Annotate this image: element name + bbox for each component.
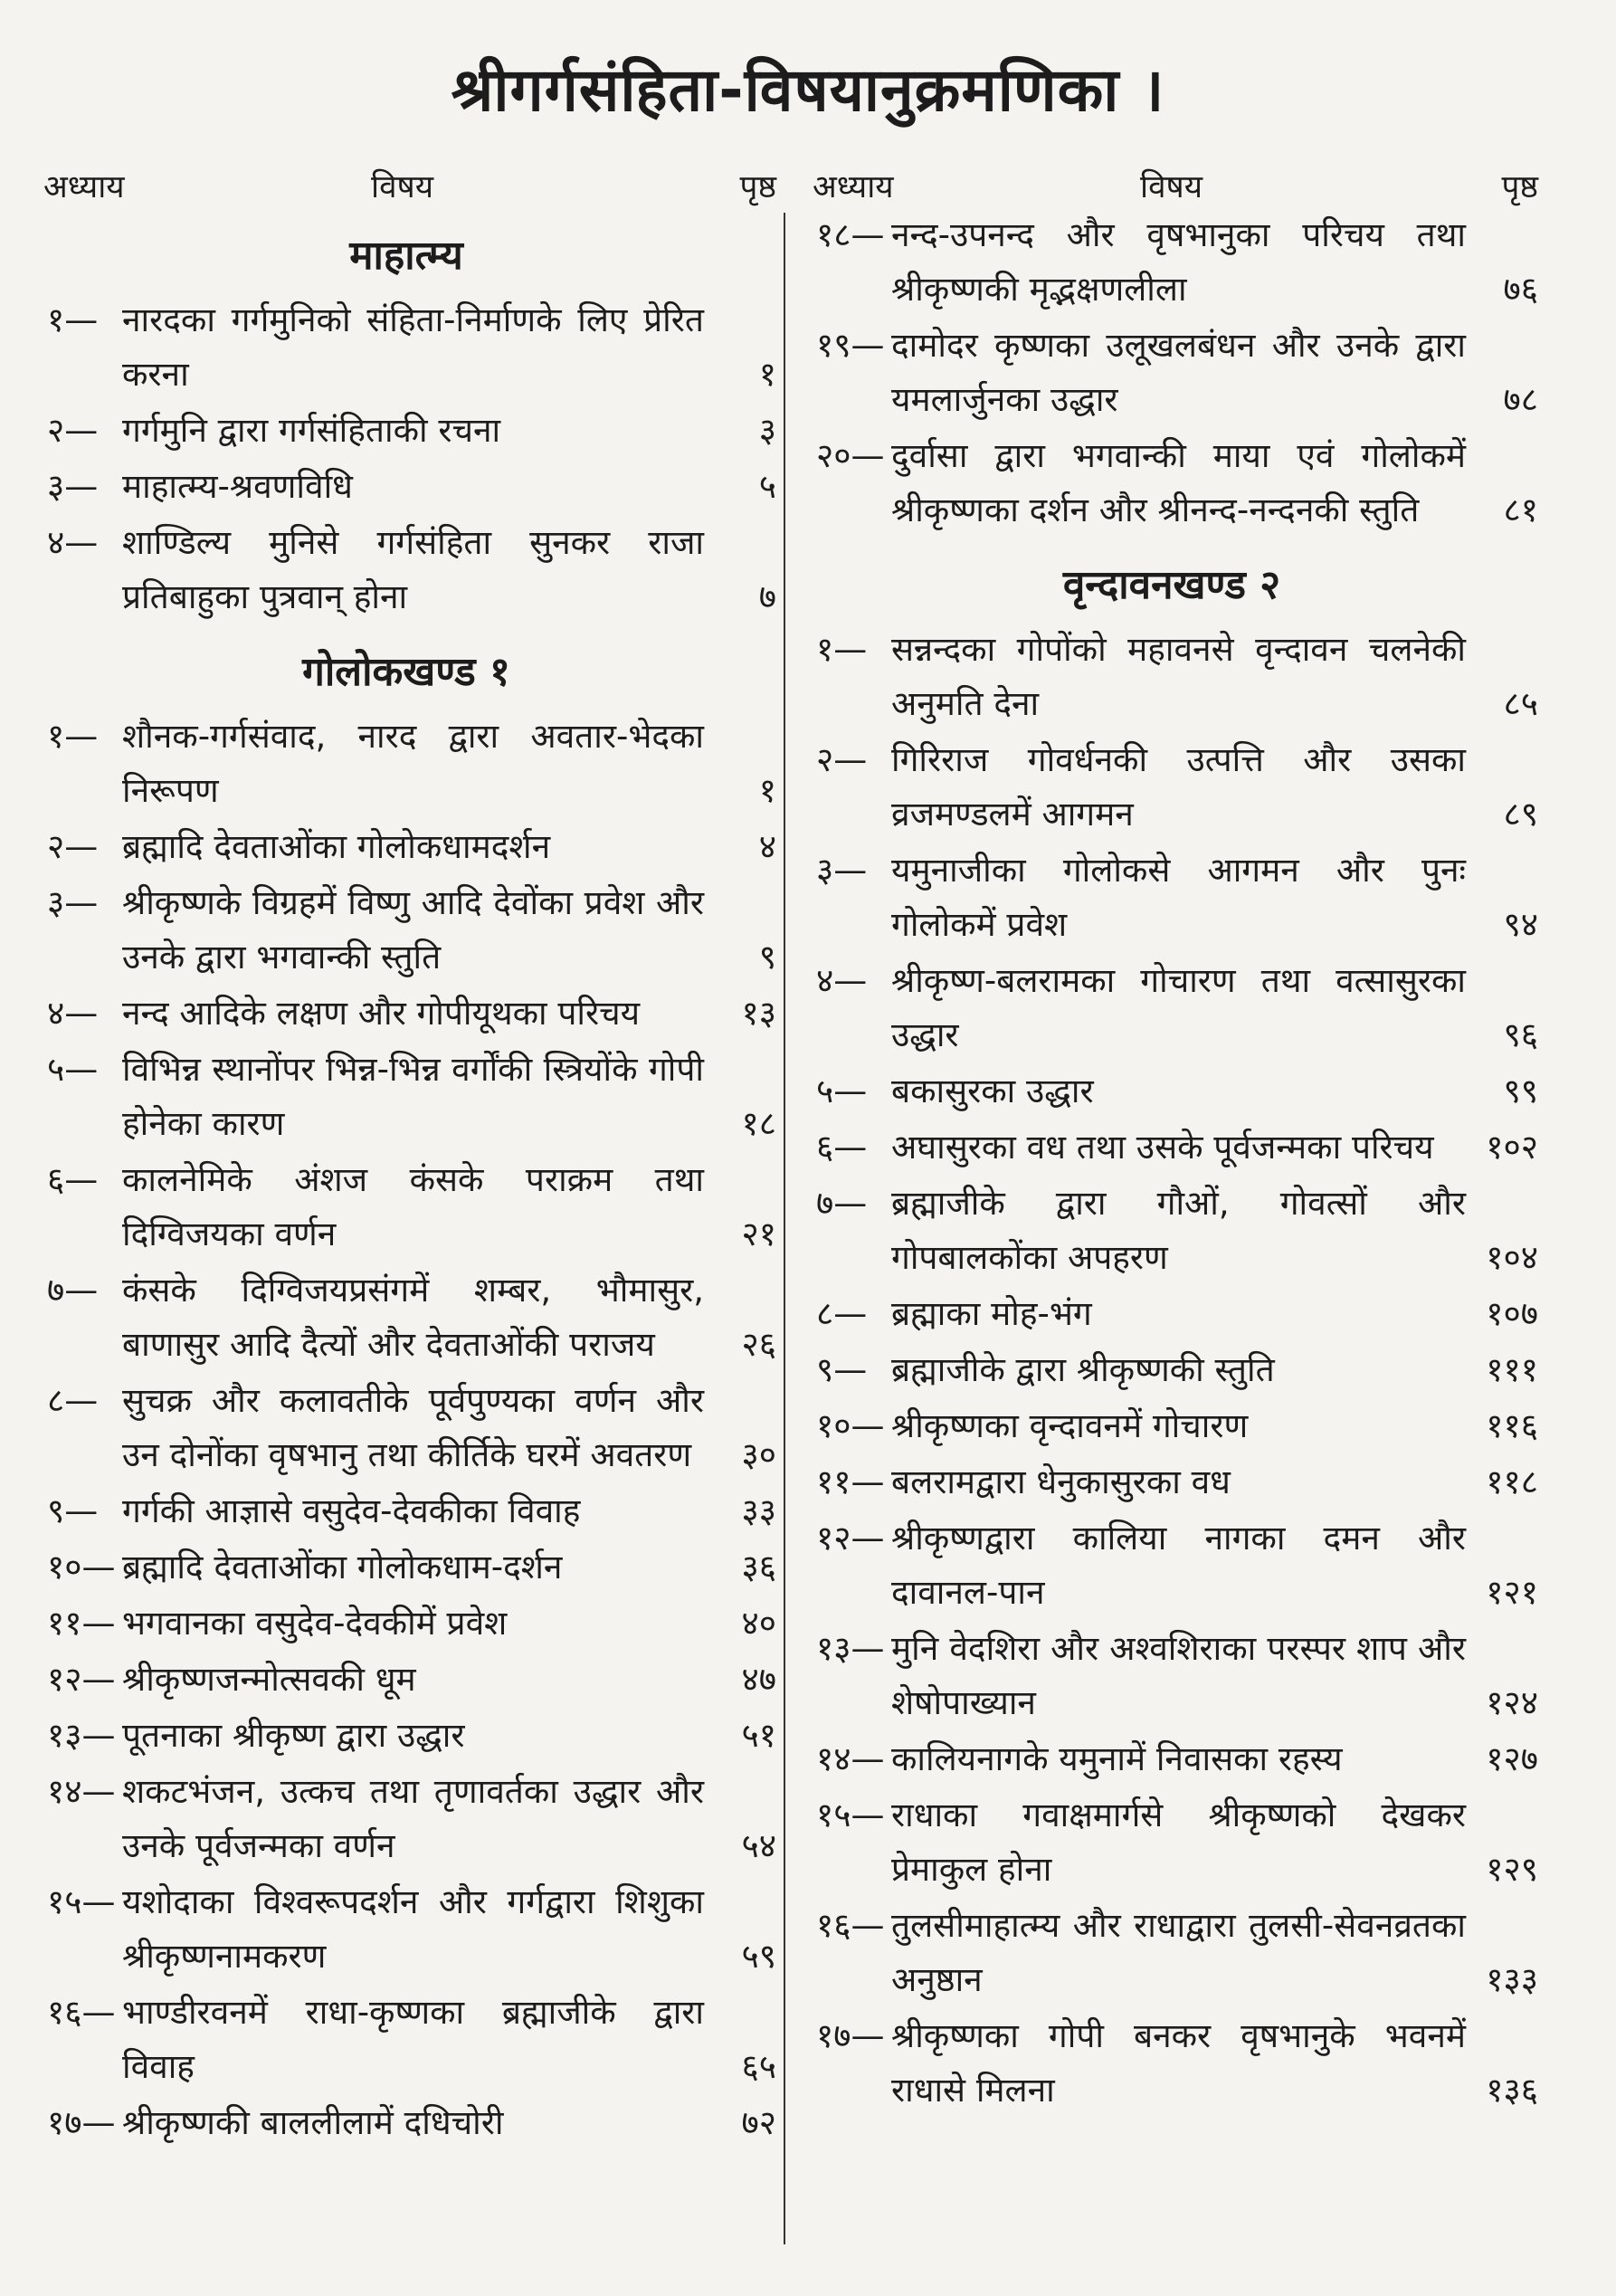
toc-entry [805, 429, 1538, 538]
section-title: गोलोकखण्ड १ [302, 649, 510, 695]
toc-entry [36, 516, 776, 624]
chapter-topic: बकासुरका उद्धार [891, 1072, 1094, 1110]
right-sections [805, 208, 1538, 2118]
chapter-topic: ब्रह्मादि देवताओंका गोलोकधाम-दर्शन [122, 1548, 563, 1586]
chapter-topic: यमुनाजीका गोलोकसे आगमन और पुनः गोलोकमें प्रवेश [891, 851, 1466, 944]
page-number: ३० [741, 1435, 776, 1474]
toc-entry [36, 404, 776, 458]
chapter-topic: मुनि वेदशिरा और अश्वशिराका परस्पर शाप और शेषोपाख्यान [891, 1629, 1466, 1722]
chapter-topic: कालनेमिके अंशज कंसके पराक्रम तथा दिग्विजयका वर्णन [122, 1160, 704, 1253]
chapter-number: ३ — [47, 876, 138, 930]
chapter-topic: श्रीकृष्णके विग्रहमें विष्णु आदि देवोंका प्रवेश और उनके द्वारा भगवान्की स्तुति [122, 883, 704, 977]
chapter-number: ८ — [816, 1287, 907, 1341]
section-title: वृन्दावनखण्ड २ [1062, 562, 1281, 608]
chapter-number: ३ — [816, 843, 907, 898]
chapter-topic: बलरामद्वारा धेनुकासुरका वध [891, 1462, 1231, 1501]
chapter-number: ५ — [47, 1043, 138, 1097]
page-number: १२९ [1486, 1850, 1538, 1889]
chapter-number: २ — [47, 404, 138, 458]
page-number: १ [758, 355, 776, 394]
toc-entry [36, 460, 776, 514]
page-number: ११८ [1486, 1462, 1538, 1501]
chapter-number: १० — [47, 1540, 138, 1595]
chapter-number: १ — [47, 710, 138, 764]
page-number: ७८ [1503, 380, 1538, 419]
page-number: १ [758, 771, 776, 810]
page-number: १८ [741, 1104, 776, 1143]
toc-entry [805, 623, 1538, 731]
toc-entry [805, 1064, 1538, 1119]
page-number: ५४ [741, 1826, 776, 1865]
toc-entry [805, 1177, 1538, 1285]
chapter-number: १२ — [47, 1653, 138, 1707]
left-column [36, 154, 776, 2152]
chapter-topic: दुर्वासा द्वारा भगवान्की माया एवं गोलोकमें श्रीकृष्णका दर्शन और श्रीनन्द-नन्दनकी स्तुति [891, 436, 1466, 529]
chapter-number: ५ — [816, 1064, 907, 1119]
chapter-number: २ — [816, 733, 907, 787]
chapter-topic: गर्गमुनि द्वारा गर्गसंहिताकी रचना [122, 411, 501, 450]
column-divider [784, 213, 785, 2244]
chapter-topic: ब्रह्माजीके द्वारा श्रीकृष्णकी स्तुति [891, 1350, 1275, 1389]
toc-entry [805, 2009, 1538, 2118]
toc-entry [36, 1263, 776, 1372]
toc-entry [805, 1788, 1538, 1897]
header-prishtha: पृष्ठ [1501, 169, 1538, 205]
page-number: ९ [758, 938, 776, 977]
page-number: १०७ [1486, 1294, 1538, 1333]
chapter-topic: नन्द आदिके लक्षण और गोपीयूथका परिचय [122, 994, 641, 1033]
toc-entry [805, 319, 1538, 427]
chapter-number: ४ — [47, 986, 138, 1041]
toc-entry [805, 208, 1538, 317]
toc-entry [805, 733, 1538, 842]
chapter-number: १९ — [816, 319, 907, 373]
chapter-topic: यशोदाका विश्वरूपदर्शन और गर्गद्वारा शिशुका श्रीकृष्णनामकरण [122, 1882, 704, 1976]
toc-entry [805, 1399, 1538, 1453]
page-number: २१ [741, 1215, 776, 1253]
chapter-number: १४ — [816, 1732, 907, 1786]
page-number: ११६ [1486, 1406, 1538, 1445]
toc-entry [805, 1899, 1538, 2007]
page-number: ४ [758, 827, 776, 866]
chapter-number: १३ — [47, 1709, 138, 1763]
page-number: ८१ [1503, 491, 1538, 529]
chapter-topic: शकटभंजन, उत्कच तथा तृणावर्तका उद्धार और उनके पूर्वजन्मका वर्णन [122, 1772, 704, 1865]
chapter-number: १४ — [47, 1765, 138, 1819]
chapter-number: ४ — [816, 954, 907, 1008]
page-number: १२१ [1486, 1573, 1538, 1612]
chapter-number: १६ — [47, 1986, 138, 2040]
page-number: ३३ [741, 1491, 776, 1530]
page-number: १३ [741, 994, 776, 1033]
chapter-topic: कंसके दिग्विजयप्रसंगमें शम्बर, भौमासुर, बाणासुर आदि दैत्यों और देवताओंकी पराजय [122, 1271, 704, 1364]
page-number: ९९ [1503, 1072, 1538, 1110]
chapter-number: १५ — [816, 1788, 907, 1843]
chapter-topic: श्रीकृष्णका गोपी बनकर वृषभानुके भवनमें राधासे मिलना [891, 2016, 1466, 2110]
toc-entry [805, 1511, 1538, 1620]
page-number: १११ [1486, 1350, 1538, 1389]
page-number: ३६ [741, 1548, 776, 1586]
header-prishtha: पृष्ठ [739, 169, 776, 205]
toc-entry [36, 1765, 776, 1873]
toc-entry [36, 876, 776, 985]
chapter-topic: भाण्डीरवनमें राधा-कृष्णका ब्रह्माजीके द्वारा विवाह [122, 1993, 704, 2086]
toc-entry [36, 986, 776, 1041]
chapter-number: १ — [816, 623, 907, 677]
chapter-topic: सुचक्र और कलावतीके पूर्वपुण्यका वर्णन और उन दोनोंका वृषभानु तथा कीर्तिके घरमें अवतरण [122, 1381, 704, 1474]
chapter-number: ६ — [816, 1120, 907, 1175]
page-number: १०४ [1486, 1238, 1538, 1277]
chapter-topic: ब्रह्माजीके द्वारा गौओं, गोवत्सों और गोपबालकोंका अपहरण [891, 1184, 1466, 1277]
page-number: ८९ [1503, 795, 1538, 834]
toc-entry [36, 710, 776, 818]
chapter-topic: गर्गकी आज्ञासे वसुदेव-देवकीका विवाह [122, 1491, 581, 1530]
header-adhyaya: अध्याय [43, 169, 125, 205]
toc-entry [36, 1596, 776, 1651]
page-number: ५ [758, 467, 776, 506]
page-number: ३ [758, 411, 776, 450]
page-number: ५१ [741, 1716, 776, 1755]
page-number: १०२ [1486, 1128, 1538, 1167]
chapter-number: २ — [47, 820, 138, 874]
toc-entry [805, 1343, 1538, 1397]
chapter-number: १६ — [816, 1899, 907, 1953]
chapter-topic: कालियनागके यमुनामें निवासका रहस्य [891, 1739, 1343, 1778]
chapter-topic: श्रीकृष्ण-बलरामका गोचारण तथा वत्सासुरका उद्धार [891, 961, 1466, 1054]
left-column-header [36, 154, 776, 208]
chapter-topic: माहात्म्य-श्रवणविधि [122, 467, 353, 506]
chapter-number: ९ — [47, 1484, 138, 1539]
page-number: ७६ [1503, 270, 1538, 309]
chapter-topic: श्रीकृष्णजन्मोत्सवकी धूम [122, 1660, 416, 1699]
chapter-number: ८ — [47, 1374, 138, 1428]
toc-entry [36, 1986, 776, 2094]
page-number: ६५ [741, 2047, 776, 2086]
chapter-topic: विभिन्न स्थानोंपर भिन्न-भिन्न वर्गोंकी स्त्रियोंके गोपी होनेका कारण [122, 1050, 704, 1143]
right-column-header [805, 154, 1538, 208]
chapter-topic: सन्नन्दका गोपोंको महावनसे वृन्दावन चलनेकी अनुमति देना [891, 630, 1466, 723]
chapter-topic: शाण्डिल्य मुनिसे गर्गसंहिता सुनकर राजा प्रतिबाहुका पुत्रवान् होना [122, 523, 704, 616]
toc-entry [36, 1484, 776, 1539]
page-number: ४० [741, 1604, 776, 1643]
chapter-number: ११ — [47, 1596, 138, 1651]
chapter-number: १ — [47, 293, 138, 348]
toc-entry [805, 1622, 1538, 1730]
chapter-topic: ब्रह्मादि देवताओंका गोलोकधामदर्शन [122, 827, 551, 866]
header-vishay: विषय [1140, 169, 1203, 205]
page-number: ८५ [1503, 684, 1538, 723]
toc-entry [36, 1709, 776, 1763]
toc-entry [36, 1153, 776, 1262]
toc-entry [805, 1120, 1538, 1175]
toc-entry [36, 1374, 776, 1482]
chapter-topic: नारदका गर्गमुनिको संहिता-निर्माणके लिए प्रेरित करना [122, 300, 704, 394]
right-column [805, 154, 1538, 2120]
toc-entry [805, 843, 1538, 952]
chapter-number: १० — [816, 1399, 907, 1453]
chapter-topic: राधाका गवाक्षमार्गसे श्रीकृष्णको देखकर प्रेमाकुल होना [891, 1796, 1466, 1889]
chapter-topic: गिरिराज गोवर्धनकी उत्पत्ति और उसका व्रजमण्डलमें आगमन [891, 740, 1466, 834]
toc-entry [36, 293, 776, 402]
header-vishay: विषय [371, 169, 434, 205]
toc-entry [36, 1875, 776, 1984]
chapter-number: १३ — [816, 1622, 907, 1676]
chapter-number: ९ — [816, 1343, 907, 1397]
chapter-number: १७ — [816, 2009, 907, 2063]
toc-entry [805, 954, 1538, 1062]
toc-entry [36, 820, 776, 874]
chapter-topic: श्रीकृष्णकी बाललीलामें दधिचोरी [122, 2103, 504, 2142]
page-number: ७ [758, 577, 776, 616]
page-number: ५९ [741, 1937, 776, 1976]
chapter-topic: भगवानका वसुदेव-देवकीमें प्रवेश [122, 1604, 508, 1643]
chapter-number: १५ — [47, 1875, 138, 1929]
toc-entry [36, 1043, 776, 1151]
chapter-topic: शौनक-गर्गसंवाद, नारद द्वारा अवतार-भेदका निरूपण [122, 717, 704, 810]
page-number: २६ [741, 1325, 776, 1364]
chapter-number: ७ — [816, 1177, 907, 1231]
chapter-number: १८ — [816, 208, 907, 262]
chapter-topic: श्रीकृष्णका वृन्दावनमें गोचारण [891, 1406, 1249, 1445]
left-sections [36, 226, 776, 2150]
section-title: माहात्म्य [349, 233, 463, 279]
chapter-number: १७ — [47, 2096, 138, 2150]
page-number: १२४ [1486, 1683, 1538, 1722]
toc-entry [805, 1732, 1538, 1786]
page-number: १३३ [1486, 1960, 1538, 1999]
chapter-number: ४ — [47, 516, 138, 570]
page-title: श्रीगर्गसंहिता-विषयानुक्रमणिका । [451, 55, 1165, 125]
chapter-number: ३ — [47, 460, 138, 514]
page-number: ९४ [1503, 905, 1538, 944]
page-number: १३६ [1486, 2071, 1538, 2110]
chapter-number: २० — [816, 429, 907, 483]
chapter-number: १२ — [816, 1511, 907, 1566]
page-number: १२७ [1486, 1739, 1538, 1778]
toc-entry [36, 1653, 776, 1707]
toc-entry [36, 1540, 776, 1595]
chapter-number: ११ — [816, 1455, 907, 1510]
chapter-topic: दामोदर कृष्णका उलूखलबंधन और उनके द्वारा यमलार्जुनका उद्धार [891, 326, 1466, 419]
page-number: ९६ [1503, 1015, 1538, 1054]
toc-entry [36, 2096, 776, 2150]
page-number: ७२ [741, 2103, 776, 2142]
page-number: ४७ [741, 1660, 776, 1699]
chapter-topic: नन्द-उपनन्द और वृषभानुका परिचय तथा श्रीकृष्णकी मृद्भक्षणलीला [891, 215, 1466, 309]
chapter-topic: अघासुरका वध तथा उसके पूर्वजन्मका परिचय [891, 1128, 1434, 1167]
chapter-topic: पूतनाका श्रीकृष्ण द्वारा उद्धार [122, 1716, 465, 1755]
chapter-topic: तुलसीमाहात्म्य और राधाद्वारा तुलसी-सेवनव्रतका अनुष्ठान [891, 1906, 1466, 1999]
chapter-topic: श्रीकृष्णद्वारा कालिया नागका दमन और दावानल-पान [891, 1519, 1466, 1612]
header-adhyaya: अध्याय [813, 169, 894, 205]
chapter-number: ७ — [47, 1263, 138, 1318]
toc-entry [805, 1287, 1538, 1341]
chapter-topic: ब्रह्माका मोह-भंग [891, 1294, 1092, 1333]
chapter-number: ६ — [47, 1153, 138, 1207]
toc-entry [805, 1455, 1538, 1510]
